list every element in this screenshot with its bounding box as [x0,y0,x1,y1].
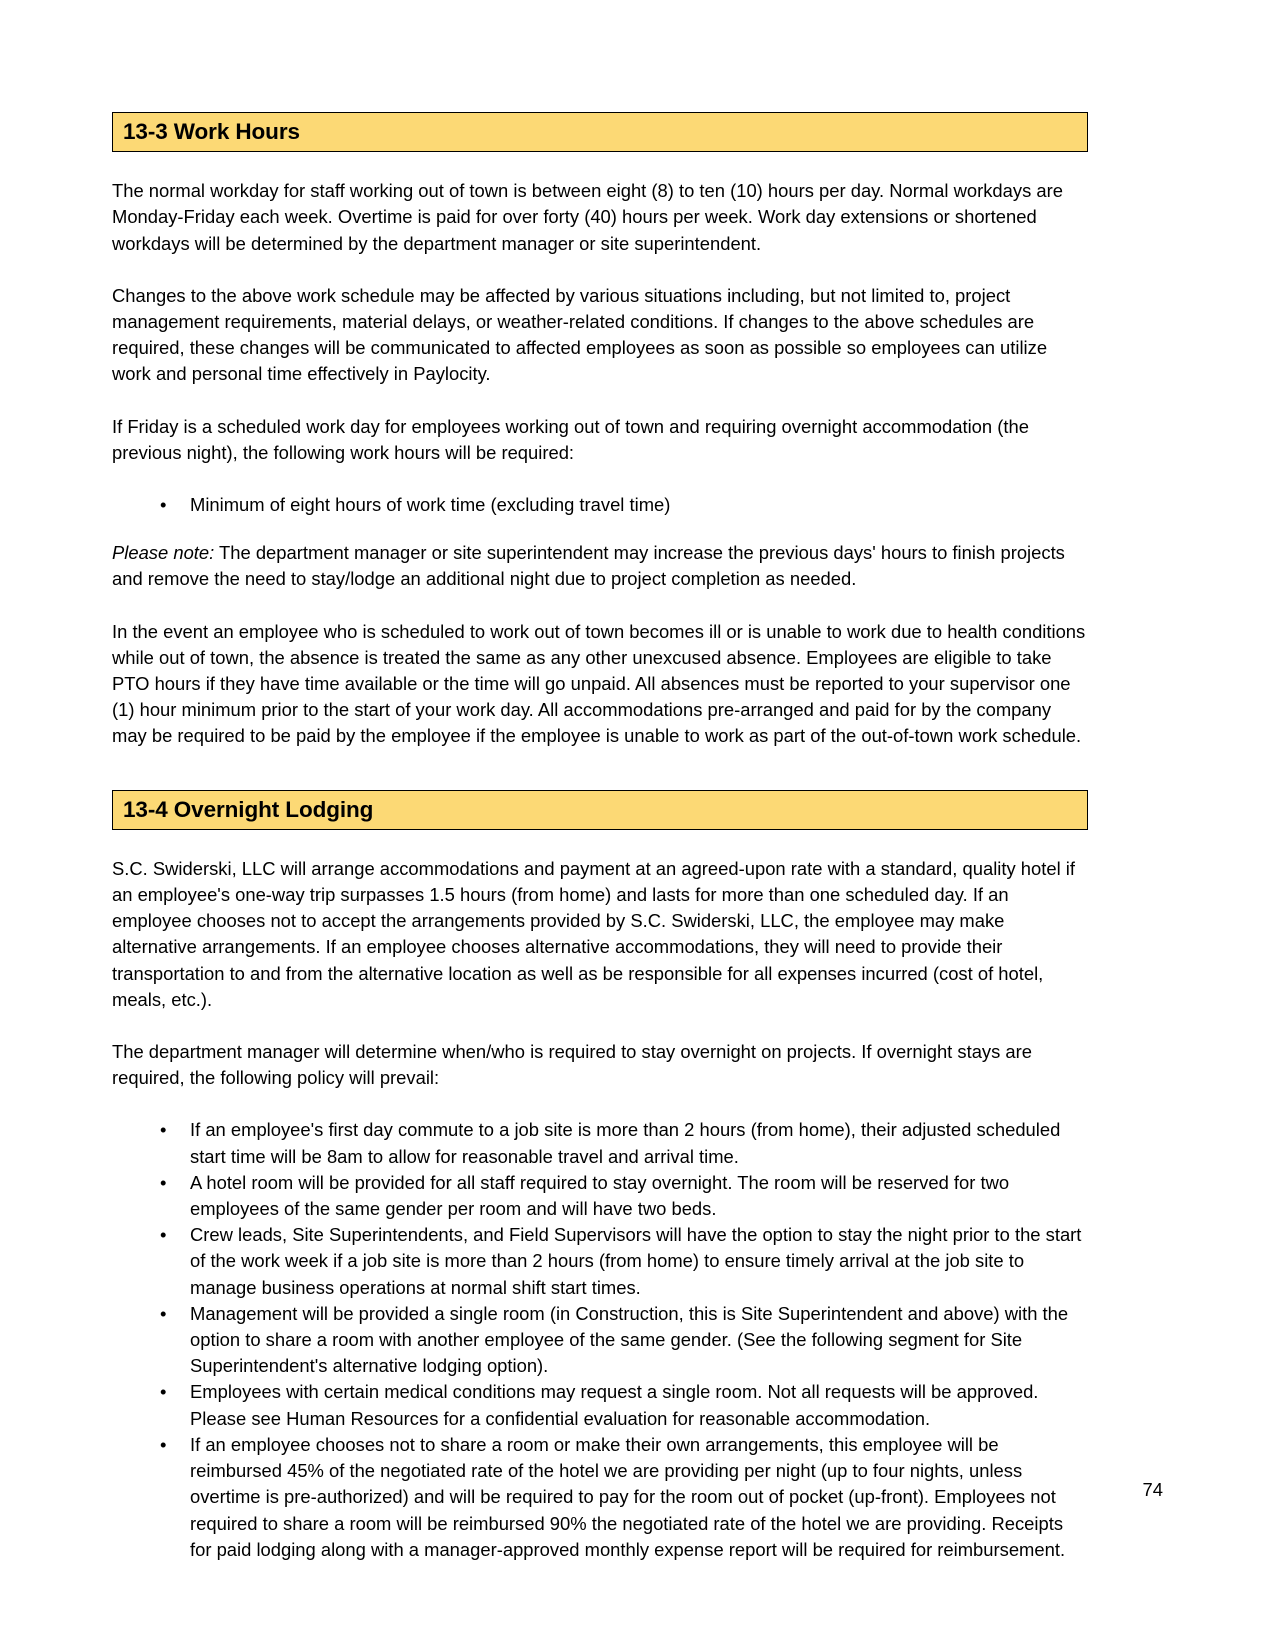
please-note-text: The department manager or site superintendent may increase the previous days' hours to finish projects and remove the need to stay/lodge an additional night due to project completion as needed. [112,542,1065,590]
please-note-label: Please note: [112,542,215,564]
list-item-label: Management will be provided a single room (in Construction, this is Site Superintendent and above) with the option to share a room with another employee of the same gender. (See the following segment for Site Superintendent's alternative lodging option). [190,1302,1069,1377]
list-item-label: If an employee chooses not to share a room or make their own arrangements, this employee will be reimbursed 45% of the negotiated rate of the hotel we are providing per night (up to four nights, unless overtime is pre-authorized) and will be required to pay for the room out of pocket (up-front). Employees not required to share a room will be reimbursed 90% the negotiated rate of the hotel we are providing. Receipts for paid lodging along with a manager-approved monthly expense report will be required for reimbursement. [190,1433,1066,1560]
section-heading-label: 13-3 Work Hours [123,119,300,144]
bullet-dot-icon: • [160,1119,167,1141]
paragraph-work-hours-3: If Friday is a scheduled work day for employees working out of town and requiring overnight accommodation (the previous night), the following work hours will be required: [112,415,1029,463]
bullet-dot-icon: • [160,494,167,516]
paragraph-work-hours-1: The normal workday for staff working out of town is between eight (8) to ten (10) hours per day. Normal workdays are Monday-Friday each week. Overtime is paid for over forty (40) hours per week. Work day extensions or shortened workdays will be determined by the department manager or site superintendent. [112,180,1063,254]
paragraph-work-hours-2: Changes to the above work schedule may be affected by various situations including, but not limited to, project management requirements, material delays, or weather-related conditions. If changes to the above schedules are required, these changes will be communicated to affected employees as soon as possible so employees can utilize work and personal time effectively in Paylocity. [112,284,1048,385]
bullet-dot-icon: • [160,1224,167,1246]
bullet-dot-icon: • [160,1381,167,1403]
bullet-list-lodging-policy [112,1117,1088,1562]
list-item-label: Minimum of eight hours of work time (excluding travel time) [190,494,671,516]
list-item [112,1301,1088,1380]
list-item [112,1170,1088,1222]
page-content [112,112,1088,1587]
list-item-label: Crew leads, Site Superintendents, and Field Supervisors will have the option to stay the night prior to the start of the work week if a job site is more than 2 hours (from home) to ensure timely arrival at the job site to manage business operations at normal shift start times. [190,1224,1082,1298]
list-item [112,1432,1088,1563]
section-heading-overnight-lodging [112,790,1088,830]
list-item [112,1379,1088,1431]
list-item-label: A hotel room will be provided for all staff required to stay overnight. The room will be reserved for two employees of the same gender per room and will have two beds. [190,1171,1010,1220]
bullet-list-work-hours [112,492,1088,518]
paragraph-lodging-2: The department manager will determine when/who is required to stay overnight on projects. If overnight stays are required, the following policy will prevail: [112,1041,1032,1089]
paragraph-lodging-1: S.C. Swiderski, LLC will arrange accommodations and payment at an agreed-upon rate with a standard, quality hotel if an employee's one-way trip surpasses 1.5 hours (from home) and lasts for more than one scheduled day. If an employee chooses not to accept the arrangements provided by S.C. Swiderski, LLC, the employee may make alternative arrangements. If an employee chooses alternative accommodations, they will need to provide their transportation to and from the alternative location as well as be responsible for all expenses incurred (cost of hotel, meals, etc.). [112,857,1075,1010]
list-item [112,1117,1088,1169]
section-heading-label: 13-4 Overnight Lodging [123,796,374,822]
paragraph-please-note [112,540,1088,592]
section-heading-work-hours [112,112,1088,152]
list-item [112,1222,1088,1301]
bullet-dot-icon: • [160,1433,167,1455]
bullet-dot-icon: • [160,1302,167,1324]
list-item-label: If an employee's first day commute to a job site is more than 2 hours (from home), their adjusted scheduled start time will be 8am to allow for reasonable travel and arrival time. [190,1119,1061,1167]
bullet-dot-icon: • [160,1171,167,1193]
list-item [112,492,1088,518]
paragraph-work-hours-closing: In the event an employee who is scheduled to work out of town becomes ill or is unable to work due to health conditions while out of town, the absence is treated the same as any other unexcused absence. Employees are eligible to take PTO hours if they have time available or the time will go unpaid. All absences must be reported to your supervisor one (1) hour minimum prior to the start of your work day. All accommodations pre-arranged and paid for by the company may be required to be paid by the employee if the employee is unable to work as part of the out-of-town work schedule. [112,620,1086,747]
page-number: 74 [1142,1479,1163,1500]
list-item-label: Employees with certain medical conditions may request a single room. Not all requests will be approved. Please see Human Resources for a confidential evaluation for reasonable accommodation. [190,1381,1039,1429]
